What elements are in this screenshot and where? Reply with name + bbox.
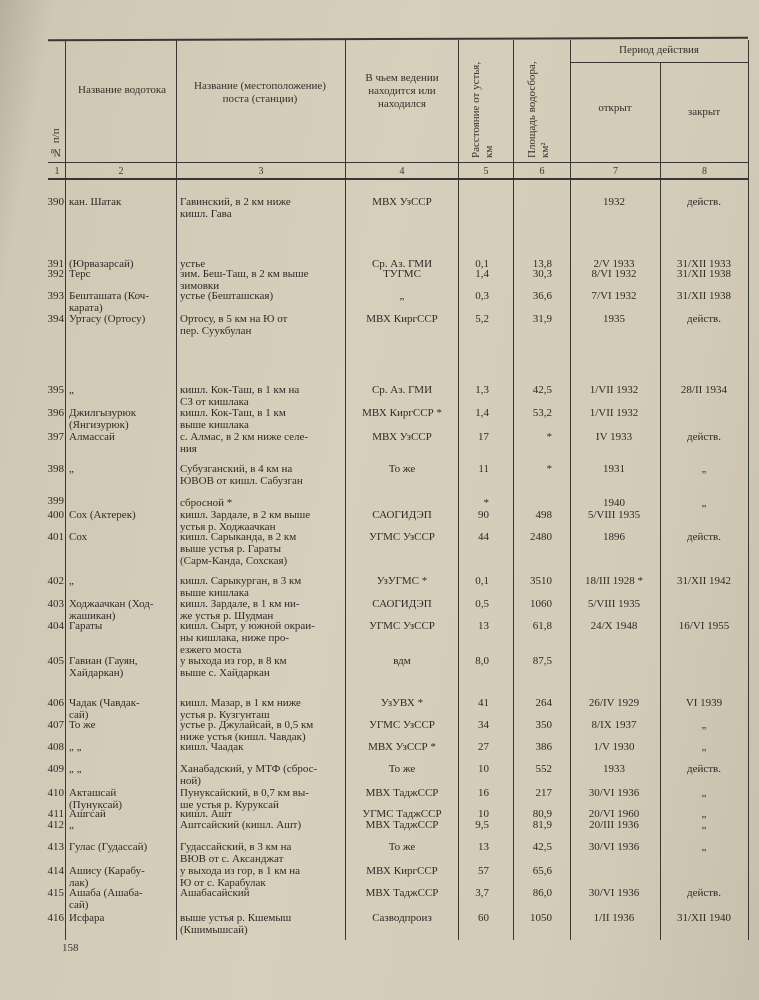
- cell-dist: 17: [478, 431, 489, 443]
- header-area: Площадь водосбора, км²: [526, 61, 551, 158]
- cell-area: 87,5: [532, 655, 552, 667]
- cell-closed: действ.: [687, 531, 721, 543]
- cell-dist: 90: [478, 509, 489, 521]
- cell-post: кишл. Сарыканда, в 2 км выше устья р. Гараты (Сарм-Канда, Сохская): [180, 531, 297, 567]
- cell-opened: 30/VI 1936: [588, 887, 640, 899]
- cell-post: зим. Беш-Таш, в 2 км выше зимовки: [180, 268, 309, 292]
- col-number: 1: [54, 166, 60, 177]
- header-closed: закрыт: [687, 106, 721, 118]
- cell-closed: „: [701, 463, 707, 475]
- cell-closed: VI 1939: [685, 697, 723, 709]
- cell-closed: 31/XII 1933: [676, 258, 732, 270]
- cell-closed: действ.: [687, 313, 721, 325]
- cell-area: 264: [535, 697, 552, 709]
- cell-no: 400: [47, 509, 64, 521]
- cell-post: Ортосу, в 5 км на Ю от пер. Суукбулан: [180, 313, 288, 337]
- cell-name: Исфара: [69, 912, 105, 924]
- cell-agency: МВХ ТаджССР: [365, 819, 439, 831]
- header-distance: Расстояние от устья, км: [470, 61, 495, 158]
- cell-agency: УГМС УзССР: [369, 620, 435, 632]
- cell-no: 404: [47, 620, 64, 632]
- cell-no: 398: [47, 463, 64, 475]
- cell-opened: 30/VI 1936: [588, 841, 640, 853]
- cell-agency: УГМС ТаджССР: [362, 808, 442, 820]
- cell-dist: 11: [478, 463, 489, 475]
- cell-post: у выхода из гор, в 1 км на Ю от с. Карабулак: [180, 865, 301, 889]
- cell-closed: 31/XII 1942: [676, 575, 732, 587]
- header-watercourse: Название водотока: [78, 84, 166, 96]
- cell-dist: 0,1: [475, 575, 489, 587]
- cell-post: у выхода из гор, в 8 км выше с. Хайдаркан: [180, 655, 287, 679]
- col-number: 8: [702, 166, 707, 177]
- cell-opened: 8/VI 1932: [591, 268, 637, 280]
- cell-name: То же: [69, 719, 96, 731]
- cell-name: „: [69, 384, 74, 396]
- cell-agency: МВХ ТаджССР: [365, 787, 439, 799]
- col-number: 2: [118, 166, 124, 177]
- col-number: 3: [258, 166, 264, 177]
- cell-area: 81,9: [532, 819, 552, 831]
- cell-name: Сох (Актерек): [69, 509, 136, 521]
- cell-name: Ашаба (Ашаба- сай): [69, 887, 143, 911]
- cell-no: 401: [47, 531, 64, 543]
- cell-no: 394: [47, 313, 64, 325]
- cell-area: *: [546, 463, 552, 475]
- cell-name: Акташсай (Пунуксай): [69, 787, 123, 811]
- cell-agency: вдм: [393, 655, 411, 667]
- header-agency: В чьем ведении находится или находился: [365, 72, 439, 110]
- period-sub-rule: [570, 62, 748, 63]
- cell-opened: 1935: [603, 313, 625, 325]
- col-number: 5: [483, 166, 489, 177]
- cell-area: 61,8: [532, 620, 552, 632]
- cell-no: 414: [47, 865, 64, 877]
- cell-closed: действ.: [687, 887, 721, 899]
- cell-post: кишл. Кок-Таш, в 1 км выше кишлака: [180, 407, 286, 431]
- cell-opened: 1/VII 1932: [589, 384, 639, 396]
- col-line: [748, 40, 749, 940]
- cell-area: 53,2: [532, 407, 552, 419]
- cell-agency: ТУГМС: [383, 268, 421, 280]
- cell-post: кишл. Сырт, у южной окраи- ны кишлака, ниже про- езжего моста: [180, 620, 315, 656]
- cell-closed: „: [701, 719, 707, 731]
- cell-name: Алмассай: [69, 431, 115, 443]
- cell-dist: 1,4: [475, 407, 489, 419]
- cell-name: „: [69, 463, 74, 475]
- cell-no: 397: [47, 431, 64, 443]
- cell-no: 402: [47, 575, 64, 587]
- cell-name: Ходжаачкан (Ход- жашикан): [69, 598, 154, 622]
- cell-agency: МВХ КиргССР: [366, 865, 438, 877]
- colnum-bottom-rule: [48, 178, 748, 180]
- cell-opened: 26/IV 1929: [588, 697, 640, 709]
- cell-closed: „: [701, 819, 707, 831]
- cell-area: 498: [535, 509, 552, 521]
- cell-dist: 13: [478, 620, 489, 632]
- cell-agency: МВХ КиргССР: [366, 313, 438, 325]
- cell-agency: „: [399, 290, 405, 302]
- cell-opened: 1931: [603, 463, 625, 475]
- cell-opened: IV 1933: [595, 431, 633, 443]
- cell-closed: 28/II 1934: [680, 384, 728, 396]
- cell-area: 217: [535, 787, 552, 799]
- cell-agency: УзУГМС *: [376, 575, 428, 587]
- top-rule: [48, 37, 748, 41]
- cell-no: 415: [47, 887, 64, 899]
- cell-agency: МВХ КиргССР *: [362, 407, 442, 419]
- cell-post: кишл. Чаадак: [180, 741, 244, 753]
- cell-closed: 31/XII 1938: [676, 290, 732, 302]
- cell-dist: 16: [478, 787, 489, 799]
- cell-opened: 30/VI 1936: [588, 787, 640, 799]
- cell-area: 65,6: [532, 865, 552, 877]
- cell-area: 3510: [530, 575, 552, 587]
- cell-post: Субузганский, в 4 км на ЮВОВ от кишл. Сабузган: [180, 463, 303, 487]
- cell-opened: 20/III 1936: [589, 819, 639, 831]
- cell-post: Ханабадский, у МТФ (сброс- ной): [180, 763, 318, 787]
- cell-no: 411: [47, 808, 64, 820]
- cell-agency: МВХ УзССР: [372, 196, 432, 208]
- cell-opened: 1/VII 1932: [589, 407, 639, 419]
- cell-area: 350: [535, 719, 552, 731]
- page-number: 158: [62, 942, 79, 954]
- cell-agency: То же: [388, 763, 416, 775]
- cell-post: выше устья р. Кшемыш (Кшимышсай): [180, 912, 292, 936]
- cell-area: 31,9: [532, 313, 552, 325]
- cell-closed: действ.: [687, 431, 721, 443]
- cell-no: 405: [47, 655, 64, 667]
- cell-dist: 0,5: [475, 598, 489, 610]
- cell-dist: 9,5: [475, 819, 489, 831]
- cell-opened: 1896: [603, 531, 625, 543]
- cell-agency: МВХ ТаджССР: [365, 887, 439, 899]
- cell-dist: 34: [478, 719, 489, 731]
- cell-area: 42,5: [532, 384, 552, 396]
- cell-name: (Юрвазарсай): [69, 258, 134, 270]
- cell-area: 13,8: [532, 258, 552, 270]
- cell-agency: Ср. Аз. ГМИ: [371, 258, 433, 270]
- cell-dist: *: [483, 497, 489, 509]
- cell-closed: действ.: [687, 763, 721, 775]
- cell-area: 42,5: [532, 841, 552, 853]
- cell-name: Ашгсай: [69, 808, 106, 820]
- cell-name: Бешташата (Коч- карата): [69, 290, 149, 314]
- header-opened: открыт: [598, 102, 632, 114]
- cell-name: Терс: [69, 268, 91, 280]
- cell-no: 390: [47, 196, 64, 208]
- cell-post: кишл. Ашт: [180, 808, 232, 820]
- cell-no: 392: [47, 268, 64, 280]
- cell-opened: 8/IX 1937: [591, 719, 637, 731]
- cell-no: 396: [47, 407, 64, 419]
- header-bottom-rule: [48, 162, 748, 163]
- cell-no: 391: [47, 258, 64, 270]
- cell-post: Аштсайский (кишл. Ашт): [180, 819, 302, 831]
- cell-no: 406: [47, 697, 64, 709]
- cell-name: Сох: [69, 531, 88, 543]
- cell-closed: 16/VI 1955: [678, 620, 730, 632]
- cell-area: 30,3: [532, 268, 552, 280]
- cell-opened: 1/II 1936: [593, 912, 635, 924]
- cell-opened: 7/VI 1932: [591, 290, 637, 302]
- cell-agency: САОГИДЭП: [372, 509, 432, 521]
- col-number: 7: [613, 166, 618, 177]
- cell-name: Джилгызурюк (Янгизурюк): [69, 407, 137, 431]
- col-number: 4: [399, 166, 405, 177]
- cell-opened: 1932: [603, 196, 625, 208]
- cell-opened: 5/VIII 1935: [587, 509, 641, 521]
- cell-dist: 0,3: [475, 290, 489, 302]
- cell-name: „ „: [69, 763, 82, 775]
- cell-no: 413: [47, 841, 64, 853]
- cell-no: 408: [47, 741, 64, 753]
- cell-opened: 18/III 1928 *: [584, 575, 644, 587]
- cell-name: Уртасу (Ортосу): [69, 313, 146, 325]
- cell-name: „ „: [69, 741, 82, 753]
- cell-dist: 44: [478, 531, 489, 543]
- cell-post: устье (Бешташская): [180, 290, 274, 302]
- cell-dist: 1,3: [475, 384, 489, 396]
- cell-no: 403: [47, 598, 64, 610]
- cell-opened: 1/V 1930: [593, 741, 635, 753]
- cell-dist: 10: [478, 808, 489, 820]
- cell-agency: МВХ УзССР: [372, 431, 432, 443]
- cell-closed: „: [701, 497, 707, 509]
- cell-area: 2480: [530, 531, 552, 543]
- cell-opened: 1940: [603, 497, 625, 509]
- cell-closed: действ.: [687, 196, 721, 208]
- col-number: 6: [539, 166, 545, 177]
- cell-no: 416: [47, 912, 64, 924]
- cell-no: 393: [47, 290, 64, 302]
- cell-name: Гавиан (Гауян, Хайдаркан): [69, 655, 138, 679]
- cell-agency: УГМС УзССР: [369, 531, 435, 543]
- cell-name: Чадак (Чавдак- сай): [69, 697, 140, 721]
- cell-name: Ашису (Карабу- лак): [69, 865, 145, 889]
- header-no: № п/п: [50, 128, 62, 158]
- header-post: Название (местоположение) поста (станции): [194, 80, 326, 105]
- cell-dist: 60: [478, 912, 489, 924]
- cell-closed: „: [701, 741, 707, 753]
- cell-name: „: [69, 819, 74, 831]
- cell-post: Гавинский, в 2 км ниже кишл. Гава: [180, 196, 291, 220]
- cell-post: Гудассайский, в 3 км на ВЮВ от с. Аксанджат: [180, 841, 292, 865]
- cell-agency: УГМС УзССР: [369, 719, 435, 731]
- cell-closed: „: [701, 841, 707, 853]
- cell-post: Пунуксайский, в 0,7 км вы- ше устья р. Куруксай: [180, 787, 309, 811]
- cell-closed: 31/XII 1938: [676, 268, 732, 280]
- cell-agency: Ср. Аз. ГМИ: [371, 384, 433, 396]
- cell-no: 407: [47, 719, 64, 731]
- cell-name: Гулас (Гудассай): [69, 841, 148, 853]
- cell-post: кишл. Кок-Таш, в 1 км на СЗ от кишлака: [180, 384, 300, 408]
- cell-name: „: [69, 575, 74, 587]
- cell-dist: 41: [478, 697, 489, 709]
- cell-dist: 13: [478, 841, 489, 853]
- cell-area: 386: [535, 741, 552, 753]
- cell-opened: 2/V 1933: [593, 258, 635, 270]
- cell-post: кишл. Зардале, в 2 км выше устья р. Ходжаачкан: [180, 509, 311, 533]
- cell-area: 1050: [530, 912, 552, 924]
- cell-dist: 3,7: [475, 887, 489, 899]
- cell-area: *: [546, 431, 552, 443]
- cell-opened: 24/X 1948: [590, 620, 638, 632]
- cell-agency: САОГИДЭП: [372, 598, 432, 610]
- cell-post: Ашабасайский: [180, 887, 250, 899]
- cell-agency: УзУВХ *: [380, 697, 424, 709]
- cell-agency: То же: [388, 841, 416, 853]
- cell-area: 36,6: [532, 290, 552, 302]
- cell-opened: 20/VI 1960: [588, 808, 640, 820]
- cell-dist: 5,2: [475, 313, 489, 325]
- cell-agency: МВХ УзССР *: [368, 741, 436, 753]
- cell-opened: 5/VIII 1935: [587, 598, 641, 610]
- cell-area: 86,0: [532, 887, 552, 899]
- cell-dist: 0,1: [475, 258, 489, 270]
- cell-post: устье: [180, 258, 206, 270]
- cell-dist: 8,0: [475, 655, 489, 667]
- cell-area: 1060: [530, 598, 552, 610]
- cell-dist: 10: [478, 763, 489, 775]
- cell-closed: „: [701, 787, 707, 799]
- cell-post: сбросной *: [180, 497, 233, 509]
- cell-closed: „: [701, 808, 707, 820]
- cell-area: 80,9: [532, 808, 552, 820]
- cell-no: 410: [47, 787, 64, 799]
- cell-no: 399: [47, 495, 64, 507]
- cell-post: устье р. Джулайсай, в 0,5 км ниже устья (кишл. Чавдак): [180, 719, 314, 743]
- cell-no: 395: [47, 384, 64, 396]
- cell-no: 409: [47, 763, 64, 775]
- cell-agency: То же: [388, 463, 416, 475]
- cell-name: кан. Шатак: [69, 196, 122, 208]
- cell-post: с. Алмас, в 2 км ниже селе- ния: [180, 431, 309, 455]
- cell-no: 412: [47, 819, 64, 831]
- cell-agency: Сазводпроиз: [372, 912, 432, 924]
- cell-dist: 57: [478, 865, 489, 877]
- cell-opened: 1933: [603, 763, 625, 775]
- cell-post: кишл. Мазар, в 1 км ниже устья р. Кузгунташ: [180, 697, 301, 721]
- cell-name: Гараты: [69, 620, 103, 632]
- cell-post: кишл. Сарыкурган, в 3 км выше кишлака: [180, 575, 302, 599]
- cell-dist: 27: [478, 741, 489, 753]
- cell-closed: 31/XII 1940: [676, 912, 732, 924]
- header-period: Период действия: [619, 44, 699, 56]
- cell-dist: 1,4: [475, 268, 489, 280]
- cell-post: кишл. Зардале, в 1 км ни- же устья р. Шудман: [180, 598, 300, 622]
- cell-area: 552: [535, 763, 552, 775]
